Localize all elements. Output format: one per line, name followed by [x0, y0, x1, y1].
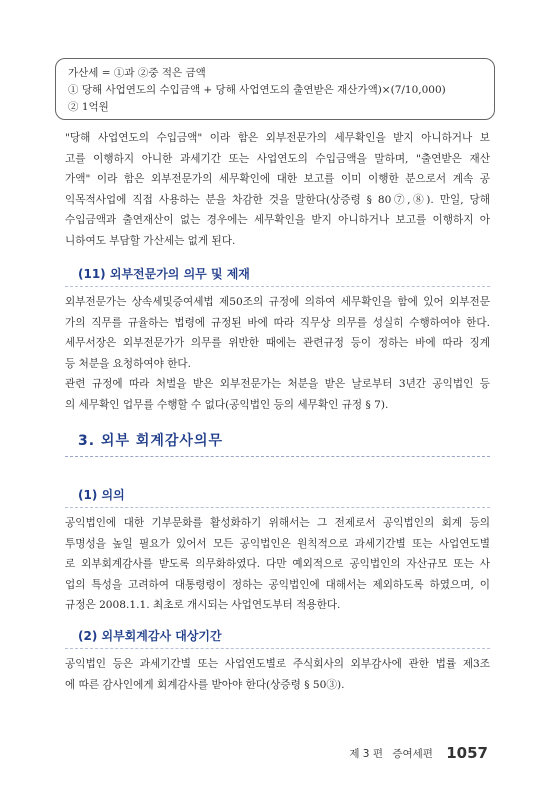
text-line: 고를 이행하지 아니한 과세기간 또는 사업연도의 수입금액을 말하며, "출연받은 재산 — [65, 152, 490, 165]
text-line: 익목적사업에 직접 사용하는 분을 차감한 것을 말한다(상증령 § 80⑦,⑧). 만일, 당해 — [65, 193, 490, 206]
heading-divider — [65, 507, 490, 508]
text-line: 에 따른 감사인에게 회계감사를 받아야 한다(상증령 § 50③). — [65, 678, 345, 691]
text-line: 세무서장은 외부전문가가 의무를 위반한 때에는 관련규정 등이 정하는 바에 따라 징계 — [65, 337, 490, 349]
heading-divider — [65, 648, 490, 649]
section-title-external-audit: 3. 외부 회계감사의무 — [78, 433, 223, 449]
text-line: 니하여도 부담할 가산세는 없게 된다. — [65, 234, 236, 247]
paragraph-meaning — [65, 513, 490, 616]
formula-line-3: ② 1억원 — [68, 101, 109, 113]
text-line: 관련 규정에 따라 처벌을 받은 외부전문가는 처분을 받은 날로부터 3년간 공익법인 등 — [65, 378, 490, 390]
formula-box — [55, 58, 495, 120]
text-line: 의 세무확인 업무를 수행할 수 없다(공익법인 등의 세무확인 규정 § 7). — [65, 398, 389, 411]
text-line: 외부전문가는 상속세및증여세법 제50조의 규정에 의하여 세무확인을 함에 있어 외부전문 — [65, 296, 490, 308]
formula-line-1: 가산세 = ①과 ②중 적은 금액 — [68, 67, 206, 79]
heading-expert-obligations: (11) 외부전문가의 의무 및 제재 — [78, 267, 250, 281]
text-line: 가액" 이라 함은 외부전문가의 세무확인에 대한 보고를 이미 이행한 분으로서 계속 공 — [65, 173, 490, 185]
heading-meaning: (1) 의의 — [78, 488, 125, 502]
page-footer — [349, 744, 488, 762]
text-line: 가의 직무를 규율하는 법령에 규정된 바에 따라 직무상 의무를 성실히 수행하여야 한다. — [65, 316, 490, 329]
text-line: 공익법인에 대한 기부문화를 활성화하기 위해서는 그 전제로서 공익법인의 회계 등의 — [65, 517, 490, 529]
footer-title: 증여세편 — [392, 748, 433, 760]
text-line: 업의 특성을 고려하여 대통령령이 정하는 공익법인에 대해서는 제외하도록 하였으며, 이 — [65, 578, 490, 591]
text-line: 등 처분을 요청하여야 한다. — [65, 357, 192, 370]
text-line: 투명성을 높일 필요가 있어서 모든 공익법인은 원칙적으로 과세기간별 또는 사업연도별 — [65, 537, 490, 550]
text-line: 규정은 2008.1.1. 최초로 개시되는 사업연도부터 적용한다. — [65, 599, 341, 611]
paragraph-expert-obligations — [65, 292, 490, 415]
text-line: 공익법인 등은 과세기간별 또는 사업연도별로 주식회사의 외부감사에 관한 법률 제3조 — [65, 658, 490, 670]
paragraph-audit-period — [65, 654, 490, 695]
heading-audit-period: (2) 외부회계감사 대상기간 — [78, 629, 222, 643]
page-number: 1057 — [446, 744, 488, 762]
text-line: 수입금액과 출연재산이 없는 경우에는 세무확인을 받지 아니하거나 보고를 이행하지 아 — [65, 214, 490, 226]
text-line: "당해 사업연도의 수입금액" 이라 함은 외부전문가의 세무확인을 받지 아니하거나 보 — [65, 132, 490, 144]
section-divider — [65, 456, 490, 457]
paragraph-revenue-definition — [65, 128, 490, 251]
heading-divider — [65, 286, 490, 287]
formula-line-2: ① 당해 사업연도의 수입금액 + 당해 사업연도의 출연받은 재산가액)×(7/10,000) — [68, 84, 446, 96]
text-line: 로 외부회계감사를 받도록 의무화하였다. 다만 예외적으로 공익법인의 자산규모 또는 사 — [65, 558, 490, 570]
footer-part: 제 3 편 — [349, 748, 383, 760]
